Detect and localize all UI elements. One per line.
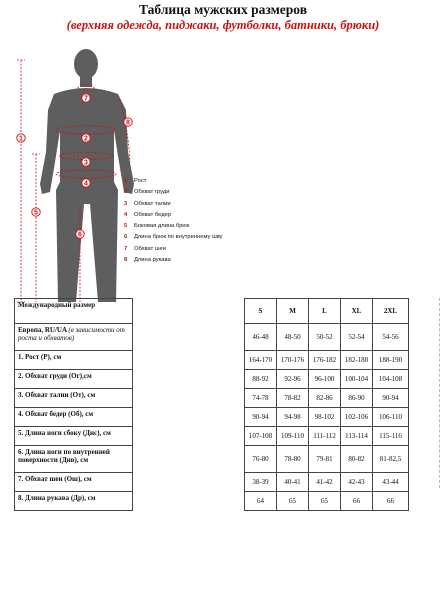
- cell: 106-110: [373, 408, 409, 427]
- legend-item: 5 Боковая длина брюк: [124, 223, 190, 230]
- marker-6: [76, 230, 84, 239]
- table-row: [15, 389, 409, 408]
- cell: 79-81: [309, 446, 341, 473]
- cell: 38-39: [245, 473, 277, 492]
- row-label: 8. Длина рукава (Др), см: [15, 492, 133, 511]
- svg-text:1: 1: [19, 135, 23, 143]
- row-label: 1. Рост (Р), см: [15, 351, 133, 370]
- cell: 188-190: [373, 351, 409, 370]
- legend-item: 7 Обхват шеи: [124, 245, 167, 252]
- cell: 176-182: [309, 351, 341, 370]
- cell: 94-98: [277, 408, 309, 427]
- table-row: [15, 473, 409, 492]
- size-m: M: [277, 299, 309, 324]
- cell: 42-43: [341, 473, 373, 492]
- cell: 107-108: [245, 427, 277, 446]
- size-l: L: [309, 299, 341, 324]
- man-silhouette-figure: [14, 44, 154, 306]
- cell: 64: [245, 492, 277, 511]
- divider-line: [439, 298, 440, 488]
- cell: 92-96: [277, 370, 309, 389]
- legend-item: 1 Рост: [124, 178, 147, 184]
- cell: 65: [309, 492, 341, 511]
- table-row: [15, 351, 409, 370]
- cell: 41-42: [309, 473, 341, 492]
- svg-text:3: 3: [84, 159, 88, 167]
- cell: 170-176: [277, 351, 309, 370]
- row-label: Европа, RU/UA (в зависимости от роста и обхватов): [15, 324, 133, 351]
- cell: 48-50: [277, 324, 309, 351]
- svg-text:6: 6: [78, 231, 82, 239]
- table-row: [15, 408, 409, 427]
- legend-item: 8 Длина рукава: [124, 257, 171, 264]
- marker-3: [82, 158, 90, 167]
- table-row: [15, 370, 409, 389]
- table-row: [15, 427, 409, 446]
- cell: 90-94: [245, 408, 277, 427]
- measurement-legend: [124, 176, 223, 266]
- cell: 88-92: [245, 370, 277, 389]
- size-2xl: 2XL: [373, 299, 409, 324]
- marker-4: [82, 179, 90, 188]
- cell: 113-114: [341, 427, 373, 446]
- legend-item: 4 Обхват бедер: [124, 211, 172, 218]
- size-table: [14, 298, 409, 511]
- table-row: [15, 446, 409, 473]
- cell: 96-100: [309, 370, 341, 389]
- page-subtitle: (верхняя одежда, пиджаки, футболки, батники, брюки): [66, 18, 380, 32]
- cell: 182-188: [341, 351, 373, 370]
- marker-2: [82, 134, 90, 143]
- cell: 82-86: [309, 389, 341, 408]
- legend-item: 6 Длина брюк по внутреннему шву: [124, 234, 223, 241]
- cell: 66: [341, 492, 373, 511]
- legend-item: 3 Обхват талии: [124, 200, 171, 207]
- size-s: S: [245, 299, 277, 324]
- table-header-row: [15, 299, 409, 324]
- marker-5: [32, 208, 40, 217]
- cell: 65: [277, 492, 309, 511]
- cell: 78-80: [277, 446, 309, 473]
- legend-item: 2 Обхват груди: [124, 189, 170, 196]
- cell: 81-82,5: [373, 446, 409, 473]
- cell: 98-102: [309, 408, 341, 427]
- svg-text:2: 2: [84, 135, 88, 143]
- cell: 76-80: [245, 446, 277, 473]
- svg-text:4: 4: [84, 180, 88, 188]
- cell: 66: [373, 492, 409, 511]
- svg-text:7: 7: [84, 95, 88, 103]
- cell: 78-82: [277, 389, 309, 408]
- cell: 50-52: [309, 324, 341, 351]
- cell: 46-48: [245, 324, 277, 351]
- cell: 164-170: [245, 351, 277, 370]
- table-row: [15, 492, 409, 511]
- cell: 74-78: [245, 389, 277, 408]
- table-row: [15, 324, 409, 351]
- cell: 100-104: [341, 370, 373, 389]
- row-label: 5. Длина ноги сбоку (Днс), см: [15, 427, 133, 446]
- cell: 109-110: [277, 427, 309, 446]
- svg-text:8: 8: [126, 119, 130, 127]
- size-xl: XL: [341, 299, 373, 324]
- row-label: 3. Обхват талии (От), см: [15, 389, 133, 408]
- marker-1: [17, 134, 25, 143]
- cell: 111-112: [309, 427, 341, 446]
- marker-7: [82, 94, 90, 103]
- cell: 102-106: [341, 408, 373, 427]
- row-label: 4. Обхват бедер (Об), см: [15, 408, 133, 427]
- row-label: 6. Длина ноги по внутренней поверхности (Днв), см: [15, 446, 133, 473]
- cell: 52-54: [341, 324, 373, 351]
- cell: 43-44: [373, 473, 409, 492]
- body-silhouette: [40, 49, 134, 302]
- gap-cell: [133, 299, 245, 324]
- cell: 90-94: [373, 389, 409, 408]
- cell: 40-41: [277, 473, 309, 492]
- marker-8: [124, 118, 132, 127]
- page-title: Таблица мужских размеров: [139, 2, 307, 17]
- header-label: Международный размер: [15, 299, 133, 324]
- svg-text:5: 5: [34, 209, 38, 217]
- cell: 86-90: [341, 389, 373, 408]
- cell: 80-82: [341, 446, 373, 473]
- row-label: 2. Обхват груди (Ог),см: [15, 370, 133, 389]
- row-label: 7. Обхват шеи (Ош), см: [15, 473, 133, 492]
- cell: 104-108: [373, 370, 409, 389]
- cell: 54-56: [373, 324, 409, 351]
- cell: 115-116: [373, 427, 409, 446]
